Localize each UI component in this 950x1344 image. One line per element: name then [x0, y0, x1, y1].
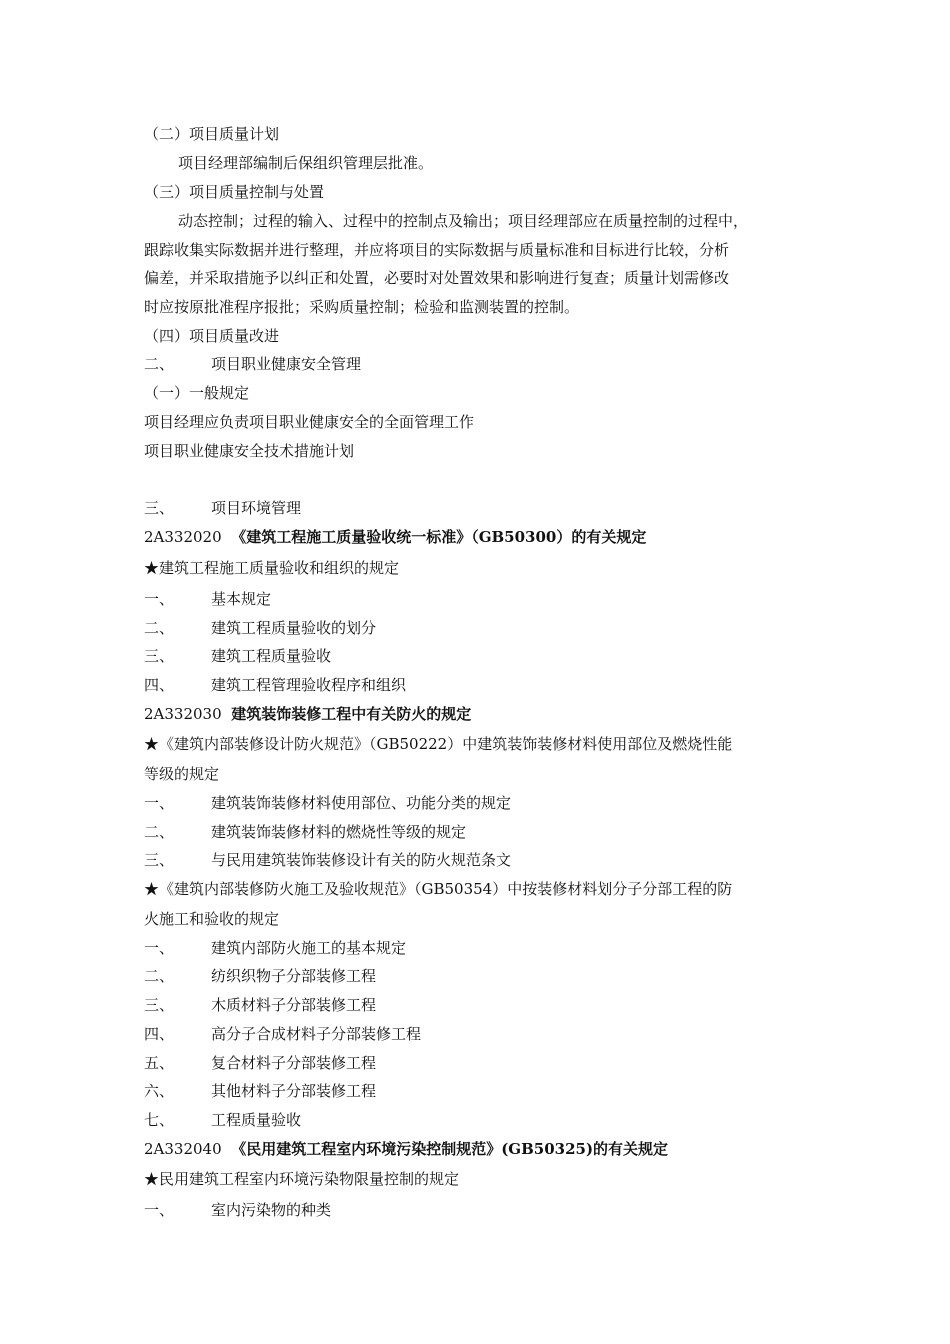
section-heading-2a332020 — [144, 527, 646, 547]
text-line: 项目经理应负责项目职业健康安全的全面管理工作 — [144, 413, 475, 431]
star-item: ★建筑工程施工质量验收和组织的规定 — [144, 559, 400, 577]
list-item — [144, 995, 376, 1015]
list-text: 基本规定 — [211, 590, 272, 608]
list-text: 复合材料子分部装修工程 — [211, 1054, 377, 1072]
list-item — [144, 822, 466, 842]
list-text: 纺织织物子分部装修工程 — [211, 967, 377, 985]
part-heading-health-safety — [144, 354, 361, 374]
list-number: 四、 — [144, 676, 175, 694]
list-number: 一、 — [144, 939, 175, 957]
list-number: 五、 — [144, 1054, 175, 1072]
list-text: 木质材料子分部装修工程 — [211, 996, 377, 1014]
list-number: 四、 — [144, 1025, 175, 1043]
star-item-continuation: 等级的规定 — [144, 765, 220, 783]
star-item: ★《建筑内部装修设计防火规范》（GB50222）中建筑装饰装修材料使用部位及燃烧性能 — [144, 735, 733, 753]
list-number: 六、 — [144, 1082, 175, 1100]
list-item — [144, 1110, 301, 1130]
section-code: 2A332030 — [144, 705, 222, 723]
list-number: 七、 — [144, 1111, 175, 1129]
section-heading-quality-plan: （二）项目质量计划 — [144, 125, 280, 143]
list-number: 三、 — [144, 996, 175, 1014]
section-title: 《建筑工程施工质量验收统一标准》（GB50300）的有关规定 — [231, 528, 647, 546]
list-text: 建筑工程管理验收程序和组织 — [211, 676, 407, 694]
list-text: 建筑装饰装修材料使用部位、功能分类的规定 — [211, 794, 512, 812]
section-heading-quality-control: （三）项目质量控制与处置 — [144, 183, 325, 201]
section-heading-2a332030 — [144, 704, 471, 724]
list-text: 室内污染物的种类 — [211, 1201, 332, 1219]
subsection-heading-general: （一）一般规定 — [144, 384, 250, 402]
list-text: 建筑工程质量验收的划分 — [211, 619, 377, 637]
part-title: 项目环境管理 — [211, 499, 302, 517]
list-item — [144, 938, 406, 958]
list-text: 建筑工程质量验收 — [211, 647, 332, 665]
paragraph-quality-plan: 项目经理部编制后保组织管理层批准。 — [178, 154, 434, 172]
list-number: 一、 — [144, 1201, 175, 1219]
list-number: 三、 — [144, 647, 175, 665]
list-text: 高分子合成材料子分部装修工程 — [211, 1025, 422, 1043]
list-number: 二、 — [144, 967, 175, 985]
list-number: 一、 — [144, 794, 175, 812]
list-item — [144, 675, 406, 695]
list-text: 建筑装饰装修材料的燃烧性等级的规定 — [211, 823, 467, 841]
list-text: 其他材料子分部装修工程 — [211, 1082, 377, 1100]
part-number: 三、 — [144, 499, 175, 517]
part-title: 项目职业健康安全管理 — [211, 355, 362, 373]
list-item — [144, 618, 376, 638]
star-item: ★民用建筑工程室内环境污染物限量控制的规定 — [144, 1170, 460, 1188]
paragraph-quality-control-line-1: 动态控制；过程的输入、过程中的控制点及输出；项目经理部应在质量控制的过程中， — [178, 212, 749, 230]
list-number: 二、 — [144, 823, 175, 841]
list-item — [144, 1081, 376, 1101]
list-item — [144, 966, 376, 986]
section-code: 2A332040 — [144, 1140, 222, 1158]
paragraph-quality-control-line-2: 跟踪收集实际数据并进行整理，并应将项目的实际数据与质量标准和目标进行比较，分析 — [144, 241, 730, 259]
list-number: 三、 — [144, 851, 175, 869]
list-number: 二、 — [144, 619, 175, 637]
paragraph-quality-control-line-3: 偏差，并采取措施予以纠正和处置，必要时对处置效果和影响进行复查；质量计划需修改 — [144, 269, 730, 287]
list-text: 建筑内部防火施工的基本规定 — [211, 939, 407, 957]
list-item — [144, 646, 331, 666]
paragraph-quality-control-line-4: 时应按原批准程序报批；采购质量控制；检验和监测装置的控制。 — [144, 298, 580, 316]
list-item — [144, 793, 511, 813]
list-text: 与民用建筑装饰装修设计有关的防火规范条文 — [211, 851, 512, 869]
list-number: 一、 — [144, 590, 175, 608]
text-line: 项目职业健康安全技术措施计划 — [144, 442, 355, 460]
list-item — [144, 850, 511, 870]
star-item: ★《建筑内部装修防火施工及验收规范》（GB50354）中按装修材料划分子分部工程的防 — [144, 880, 733, 898]
star-item-continuation: 火施工和验收的规定 — [144, 910, 280, 928]
part-heading-environment — [144, 498, 301, 518]
list-item — [144, 589, 271, 609]
list-item — [144, 1200, 331, 1220]
section-title: 《民用建筑工程室内环境污染控制规范》(GB50325)的有关规定 — [231, 1140, 669, 1158]
section-heading-quality-improvement: （四）项目质量改进 — [144, 327, 280, 345]
section-code: 2A332020 — [144, 528, 222, 546]
section-title: 建筑装饰装修工程中有关防火的规定 — [231, 705, 472, 723]
list-item — [144, 1053, 376, 1073]
part-number: 二、 — [144, 355, 175, 373]
list-item — [144, 1024, 421, 1044]
list-text: 工程质量验收 — [211, 1111, 302, 1129]
section-heading-2a332040 — [144, 1139, 668, 1159]
